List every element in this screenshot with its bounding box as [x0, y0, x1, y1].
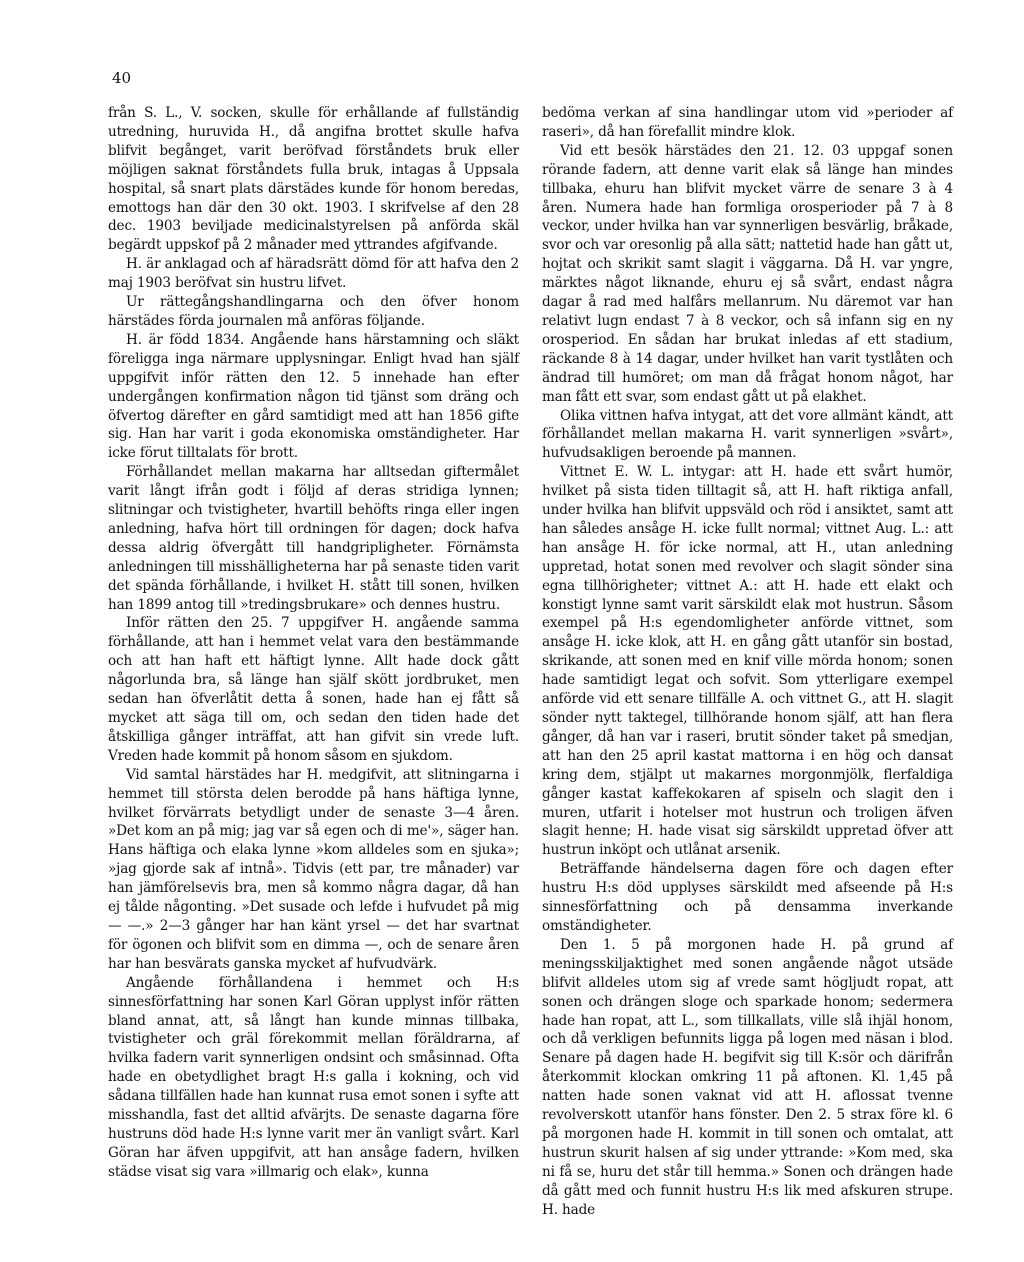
paragraph: Den 1. 5 på morgonen hade H. på grund af meningsskiljaktighet med sonen angående något utsäde blifvit alldeles utom sig af vrede samt högljudt ropat, att sonen och drängen sloge och sparkade honom; sedermera hade han ropat, att L., som tillkallats, ville slå ihjäl honom, och då verkligen befunnits ligga på logen med näsan i blod. Senare på dagen hade H. begifvit sig till K:sör och därifrån återkommit klockan omkring 11 på aftonen. Kl. 1,45 på natten hade sonen vaknat vid att H. aflossat tvenne revolverskott utanför hans fönster. Den 2. 5 strax före kl. 6 på morgonen hade H. kommit in till sonen och omtalat, att hustrun skurit halsen af sig under yttrande: »Kom med, ska ni få se, huru det står till hemma.» Sonen och drängen hade då gått med och funnit hustru H:s lik med afskuren strupe. H. hade	[542, 936, 953, 1218]
paragraph: Vid ett besök härstädes den 21. 12. 03 uppgaf sonen rörande fadern, att denne varit elak så länge han mindes tillbaka, ehuru han blifvit mycket värre de senare 3 à 4 åren. Numera hade han formliga orosperioder på 7 à 8 veckor, under hvilka han var synnerligen besvärlig, bråkade, svor och var oresonlig på alla sätt; nattetid hade han gått ut, hojtat och skrikit samt slagit i väggarna. Då H. var yngre, märktes något liknande, ehuru ej så svårt, endast några dagar å rad med halfårs mellanrum. Nu däremot var han relativt lugn endast 7 à 8 veckor, och så infann sig en ny orosperiod. En sådan har brukat inledas af ett stadium, räckande 8 à 14 dagar, under hvilket han varit tystlåten och ändrad till humöret; om man då frågat honom något, har man fått ett svar, som endast gått ut på elakhet.	[542, 142, 953, 405]
paragraph: Ur rättegångshandlingarna och den öfver honom härstädes förda journalen må anföras följande.	[108, 294, 519, 329]
paragraph: Inför rätten den 25. 7 uppgifver H. angående samma förhållande, att han i hemmet velat vara den bestämmande och att han haft ett häftigt lynne. Allt hade dock gått någorlunda bra, så länge han själf skött jordbruket, men sedan han öfverlåtit detta å sonen, hade han ej fått så mycket att säga till om, och sedan den tiden hade det åtskilliga gånger inträffat, att han gifvit sin vrede luft. Vreden hade kommit på honom såsom en sjukdom.	[108, 615, 519, 764]
paragraph: Beträffande händelserna dagen före och dagen efter hustru H:s död upplyses särskildt med afseende på H:s sinnesförfattning och på densamma inverkande omständigheter.	[542, 861, 953, 934]
paragraph: H. är född 1834. Angående hans härstamning och släkt föreligga inga närmare upplysningar. Enligt hvad han själf uppgifvit inför rätten den 12. 5 innehade han efter undergången konfirmation någon tid tjänst som dräng och öfvertog därefter en gård samtidigt med att han 1856 gifte sig. Han har varit i goda ekonomiska omständigheter. Har icke förut tilltalats för brott.	[108, 331, 519, 462]
paragraph: Olika vittnen hafva intygat, att det vore allmänt kändt, att förhållandet mellan makarna H. varit synnerligen »svårt», hufvudsakligen beroende på mannen.	[542, 407, 953, 462]
paragraph: från S. L., V. socken, skulle för erhållande af fullständig utredning, huruvida H., då angifna brottet skulle hafva blifvit begånget, varit beröfvad förståndets bruk eller möjligen saknat förståndets fulla bruk, intagas å Uppsala hospital, så snart plats därstädes kunde för honom beredas, emottogs han där den 30 okt. 1903. I skrifvelse af den 28 dec. 1903 beviljade medicinalstyrelsen på anförda skäl begärdt uppskof på 2 månader med yttrandes afgifvande.	[108, 105, 519, 254]
paragraph: Vid samtal härstädes har H. medgifvit, att slitningarna i hemmet till största delen berodde på hans häftiga lynne, hvilket förvärrats betydligt under de senaste 3—4 åren. »Det kom an på mig; jag var så egen och di me'», säger han. Hans häftiga och elaka lynne »kom alldeles som en sjuka»; »jag gjorde sak af intnå». Tidvis (ett par, tre månader) var han jämförelsevis bra, men så kommo några dagar, då han ej tålde någonting. »Det susade och lefde i hufvudet på mig — —.» 2—3 gånger har han känt yrsel — det har svartnat för ögonen och blifvit som en dimma —, och de senare åren har han besvärats ganska mycket af hufvudvärk.	[108, 766, 519, 972]
paragraph: Vittnet E. W. L. intygar: att H. hade ett svårt humör, hvilket på sista tiden tilltagit så, att H. haft riktiga anfall, under hvilka han blifvit uppsväld och röd i ansiktet, samt att han således ansåge H. icke fullt normal; vittnet Aug. L.: att han ansåge H. för icke normal, att H., utan anledning uppretad, hotat sonen med revolver och slagit sönder sina egna tillhörigheter; vittnet A.: att H. hade ett elakt och konstigt lynne samt varit särskildt elak mot hustrun. Såsom exempel på H:s egendomligheter anförde vittnet, som ansåge H. icke klok, att H. en gång gått utanför sin bostad, skrikande, att sonen med en knif ville mörda honom; sonen hade samtidigt legat och sofvit. Som ytterligare exempel anförde vid ett senare tillfälle A. och vittnet G., att H. slagit sönder nytt taktegel, tillhörande honom själf, att han flera gånger, då han var i raseri, brutit sönder taket på smedjan, att han den 25 april kastat mattorna i en hög och dansat kring dem, stjälpt ut makarnes morgonmjölk, flerfaldiga gånger kastat kaffekokaren af spiseln och slagit den i muren, utfarit i hotelser mot hustrun och troligen äfven slagit henne; H. hade visat sig särskildt uppretad öfver att hustrun inköpt och utlånat arsenik.	[542, 464, 953, 859]
right-column	[542, 104, 953, 1219]
left-column	[108, 104, 519, 1182]
paragraph: Förhållandet mellan makarna har alltsedan giftermålet varit långt ifrån godt i följd af deras stridiga lynnen; slitningar och tvistigheter, hvartill behöfts ringa eller ingen anledning, hafva hört till ordningen för dagen; dock hafva dessa aldrig öfvergått till handgripligheter. Förnämsta anledningen till misshälligheterna har på senaste tiden varit det spända förhållande, i hvilket H. stått till sonen, hvilken han 1899 antog till »tredingsbrukare» och dennes hustru.	[108, 464, 519, 613]
paragraph: Angående förhållandena i hemmet och H:s sinnesförfattning har sonen Karl Göran upplyst inför rätten bland annat, att, så långt han kunde minnas tillbaka, tvistigheter och gräl förekommit mellan föräldrarna, af hvilka fadern varit synnerligen ondsint och småsinnad. Ofta hade en obetydlighet bragt H:s galla i kokning, och vid sådana tillfällen hade han kunnat rusa emot sonen i syfte att misshandla, fast det alltid afvärjts. De senaste dagarna före hustruns död hade H:s lynne varit mer än vanligt svårt. Karl Göran har äfven uppgifvit, att han ansåge fadern, hvilken städse visat sig vara »illmarig och elak», kunna	[108, 974, 519, 1180]
page-number: 40	[112, 69, 132, 87]
paragraph: bedöma verkan af sina handlingar utom vid »perioder af raseri», då han förefallit mindre klok.	[542, 105, 953, 140]
paragraph: H. är anklagad och af häradsrätt dömd för att hafva den 2 maj 1903 beröfvat sin hustru lifvet.	[108, 256, 519, 292]
